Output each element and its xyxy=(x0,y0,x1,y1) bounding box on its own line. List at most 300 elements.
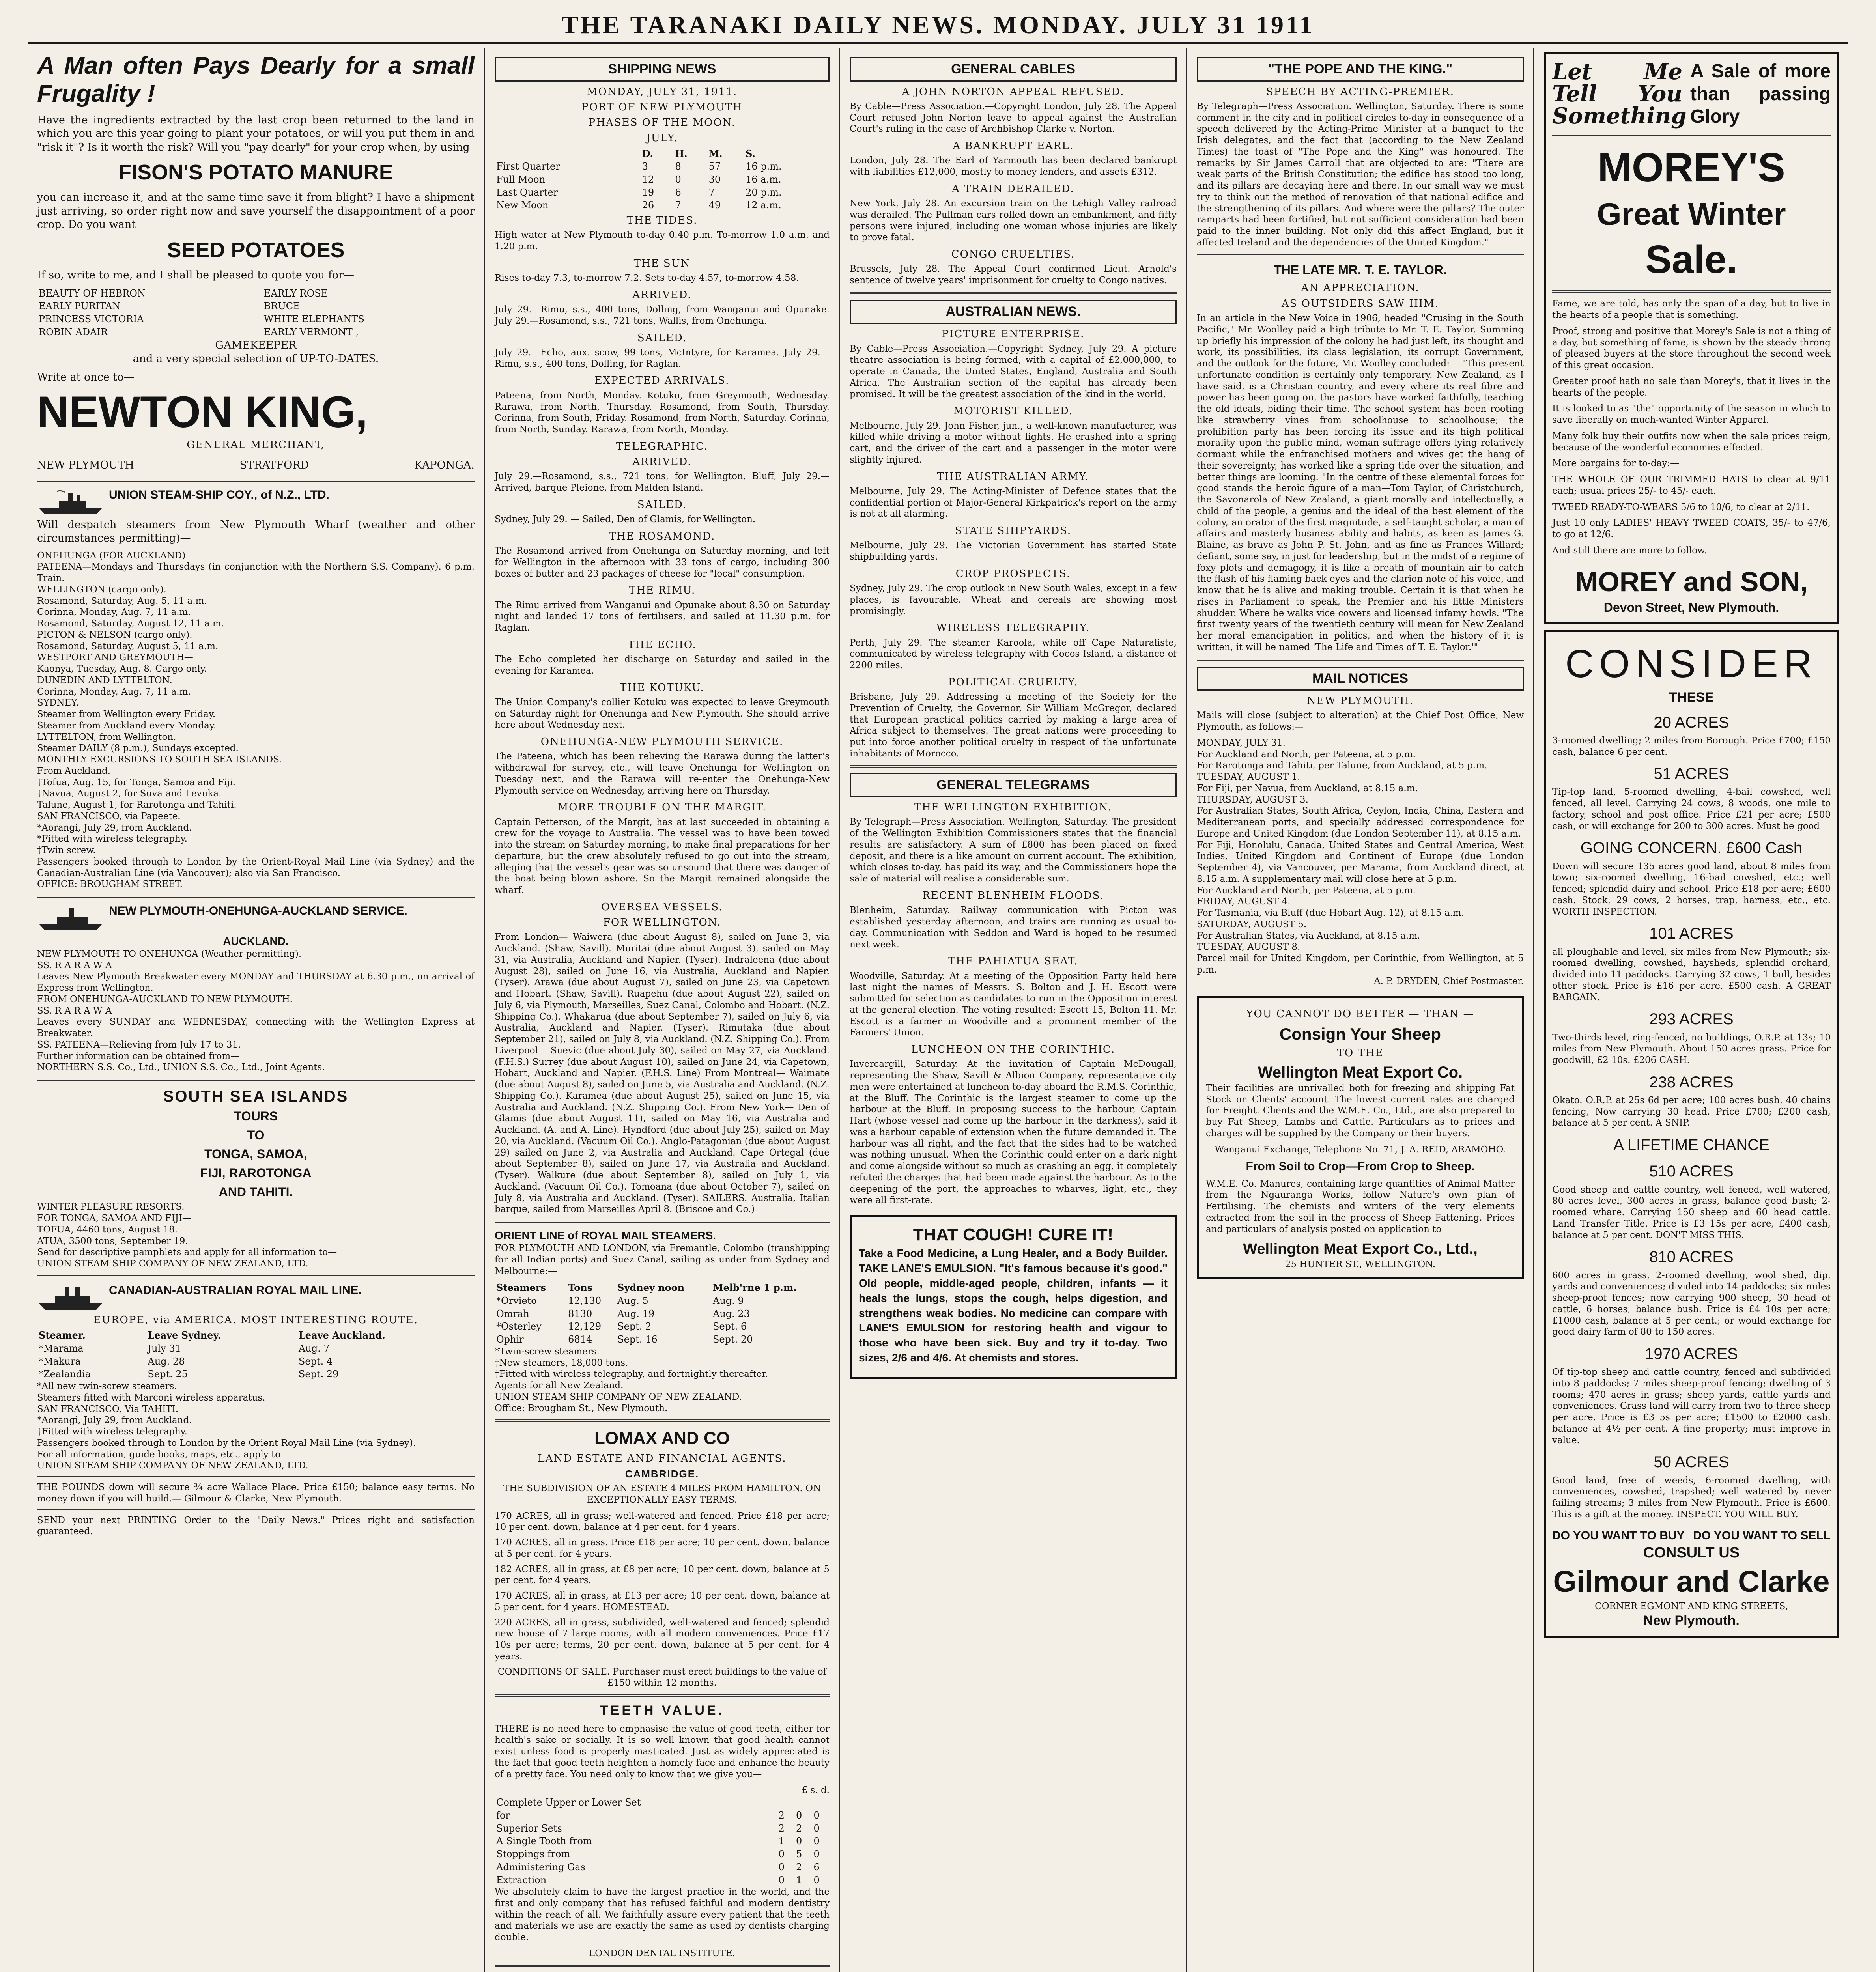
table-cell: 0 xyxy=(813,1849,820,1860)
expected-title: EXPECTED ARRIVALS. xyxy=(594,375,730,387)
property-heading: A LIFETIME CHANCE xyxy=(1613,1136,1769,1154)
usc-schedule-line: Corinna, Monday, Aug. 7, 11 a.m. xyxy=(37,607,191,618)
morey-paragraph: Just 10 only LADIES' HEAVY TWEED COATS, 35/- to 47/6, to go at 12/6. xyxy=(1552,518,1831,540)
usc-schedule-line: SYDNEY. xyxy=(37,698,79,708)
mail-line: For Australian States, South Africa, Ceylon, India, China, Eastern and Mediterranean ports, and specially addressed correspondence for Europe and United Kingdom (due London September 11), at 8.15 a.m. xyxy=(1197,806,1524,839)
teeth-list-head: £ s. d. xyxy=(802,1785,830,1796)
usc-schedule-line: Steamer from Wellington every Friday. xyxy=(37,709,216,720)
teeth-body-2: We absolutely claim to have the largest practice in the world, and the first and only company that has refused faithful and modern dentistry within the reach of all. We faithfully assure every patient that the teeth and materials we use are exactly the same as used by dentists charging double. xyxy=(495,1887,830,1943)
printing-ad: SEND your next PRINTING Order to the "Daily News." Prices right and satisfaction guaranteed. xyxy=(37,1515,475,1537)
lanes-emulsion-ad xyxy=(850,1215,1177,1379)
table-cell: 1 xyxy=(796,1874,802,1886)
mail-town: NEW PLYMOUTH. xyxy=(1306,695,1414,707)
exhibition-title: THE WELLINGTON EXHIBITION. xyxy=(914,801,1112,814)
table-header-cell: Leave Auckland. xyxy=(298,1330,385,1341)
property-heading: 238 ACRES xyxy=(1649,1073,1734,1091)
sun-title: THE SUN xyxy=(633,257,691,269)
kotuku-text: The Union Company's collier Kotuku was expected to leave Greymouth on Saturday night for Onehunga and New Plymouth. She should arrive here about Wednesday next. xyxy=(495,697,830,730)
steamship-icon xyxy=(37,905,104,933)
flood-title: RECENT BLENHEIM FLOODS. xyxy=(922,889,1104,902)
orient-body: FOR PLYMOUTH AND LONDON, via Fremantle, Colombo (transhipping for all Indian ports) and Suez Canal, sailing as under from Sydney and Melbourne:— xyxy=(495,1243,830,1276)
usc-schedule-line: PICTON & NELSON (cargo only). xyxy=(37,629,192,640)
table-cell: 2 xyxy=(778,1823,785,1834)
train-text: New York, July 28. An excursion train on the Lehigh Valley railroad was derailed. The Pullman cars rolled down an embankment, and fifty persons were injured, including one woman whose injuries are likely to prove fatal. xyxy=(850,198,1177,243)
can-line: Passengers booked through to London by the Orient Royal Mail Line (via Sydney). xyxy=(37,1438,416,1448)
usc-schedule-line: *Aorangi, July 29, from Auckland. xyxy=(37,822,192,833)
table-cell: 12,130 xyxy=(568,1295,602,1306)
table-cell: First Quarter xyxy=(496,161,560,172)
table-header-cell xyxy=(495,148,641,161)
mail-line: TUESDAY, AUGUST 8. xyxy=(1197,942,1300,952)
tele-sailed-title: SAILED. xyxy=(637,499,687,511)
wme-to: TO THE xyxy=(1337,1047,1384,1059)
table-cell: Aug. 7 xyxy=(298,1343,330,1354)
npo-sub: AUCKLAND. xyxy=(223,935,289,948)
table-cell: 6 xyxy=(813,1861,820,1873)
morey-paragraph: TWEED READY-TO-WEARS 5/6 to 10/6, to clear at 2/11. xyxy=(1552,502,1810,512)
usc-schedule-line: MONTHLY EXCURSIONS TO SOUTH SEA ISLANDS. xyxy=(37,754,282,765)
table-cell: Ophir xyxy=(496,1334,524,1345)
usc-schedule-line: DUNEDIN AND LYTTELTON. xyxy=(37,675,172,685)
general-telegrams-title: GENERAL TELEGRAMS xyxy=(850,773,1177,797)
masthead-rule xyxy=(28,42,1848,44)
lomax-lot: 170 ACRES, all in grass, at £13 per acre; 10 per cent. down, balance at 5 per cent. for 4 years. HOMESTEAD. xyxy=(495,1591,830,1612)
town-kaponga: KAPONGA. xyxy=(414,459,475,472)
orient-note: Office: Brougham St., New Plymouth. xyxy=(495,1403,668,1414)
can-sailing-row xyxy=(37,1368,475,1381)
morey-address: Devon Street, New Plymouth. xyxy=(1603,600,1779,615)
kotuku-title: THE KOTUKU. xyxy=(620,682,704,694)
table-cell: Sept. 20 xyxy=(713,1334,753,1345)
usc-schedule-line: From Auckland. xyxy=(37,766,111,776)
sailed-text: July 29.—Echo, aux. scow, 99 tons, McIntyre, for Karamea. July 29.—Rimu, s.s., 400 tons, Dolling, for Raglan. xyxy=(495,347,830,369)
table-header-cell: Steamers xyxy=(496,1282,546,1294)
can-sailing-row xyxy=(37,1355,475,1368)
table-cell: 0 xyxy=(813,1823,820,1834)
orient-note: Agents for all New Zealand. xyxy=(495,1380,624,1391)
table-cell: 0 xyxy=(675,174,681,185)
ssi-tour-line: AND TAHITI. xyxy=(219,1185,293,1199)
divider xyxy=(495,1221,830,1223)
property-heading: 101 ACRES xyxy=(1649,925,1734,943)
table-cell: Aug. 5 xyxy=(617,1295,648,1306)
newton-king-role: GENERAL MERCHANT, xyxy=(187,439,325,451)
morey-paragraph: Proof, strong and positive that Morey's Sale is not a thing of a day, but something of fame, is shown by the steady throng of pleased buyers at the store throughout the second week of this great occasion. xyxy=(1552,326,1831,371)
shipping-port: PORT OF NEW PLYMOUTH xyxy=(581,101,743,113)
usc-schedule-line: †Twin screw. xyxy=(37,845,96,856)
column-2 xyxy=(485,48,840,1972)
usc-schedule-line: Steamer DAILY (8 p.m.), Sundays excepted. xyxy=(37,743,239,754)
morey-script-lettering: Let Me Tell You Something xyxy=(1552,59,1687,129)
ssi-tour-line: FIJI, RAROTONGA xyxy=(200,1166,312,1180)
orient-sailing-row xyxy=(495,1333,830,1346)
ssi-tour-line: TO xyxy=(247,1128,265,1143)
table-cell: Last Quarter xyxy=(496,187,558,198)
teeth-price-row xyxy=(495,1822,830,1835)
mail-sign: A. P. DRYDEN, Chief Postmaster. xyxy=(1373,976,1524,986)
usc-schedule-line: Talune, August 1, for Rarotonga and Tahiti. xyxy=(37,800,237,810)
morey-paragraph: Greater proof hath no sale than Morey's, that it lives in the hearts of the people. xyxy=(1552,376,1831,398)
overseas-text: From London— Waiwera (due about August 8), sailed on June 3, via Auckland. (Shaw, Savill). Muritai (due about August 3), sailed on May 31, via Australia, Auckland and Napier. (Tyser). Indraleena (due about August 28), sailed on June 16, via Australia, Auckland and Napier. (Tyser). Arawa (due about August 7), sailed on June 23, via Capetown and Hobart. (Shaw, Savill). Ruapehu (due about August 22), sailed on July 6, via Plymouth, Marseilles, Suez Canal, Colombo and Hobart. (N.Z. Shipping Co.). Whakarua (due about September 7), sailed on July 6, via Australia, Auckland and Napier. (Tyser). Rimutaka (due about September 21), sailed on July 8, via Auckland. (N.Z. Shipping Co.). From Liverpool— Suevic (due about July 30), sailed on May 27, via Auckland. (F.H.S.) Surrey (due about August 10), sailed on June 24, via Capetown, Hobart, Auckland and Napier. (F.H.S. Line) From Montreal— Waimate (due about August 8), sailed on June 5, via Australia and Auckland. (N.Z. Shipping Co.). Karamea (due about August 25), sailed on June 15, via Australia and Auckland. (N.Z. Shipping Co.). From New York— Den of Glamis (due about August 11), sailed on May 16, via Australia and Auckland. (A. and A. Line). Hyndford (due about July 25), sailed on May 20, via Auckland. (Vacuum Oil Co.). Anglo-Patagonian (due about August 29) sailed on June 2, via Australia and Auckland. Cape Ortegal (due about September 8), sailed on June 17, via Australia and Auckland. (Tyser). Walkure (due about September 8), sailed on July 1, via Auckland. (Vacuum Oil Co.). Tomoana (due about October 7), sailed on July 8, via Australia and Auckland. (Tyser). SAILERS. Australia, Italian barque, sailed from Marseilles April 8. (Briscoe and Co.) xyxy=(495,932,830,1215)
morey-paragraph: More bargains for to-day:— xyxy=(1552,458,1680,469)
divider xyxy=(1197,659,1524,661)
political-title: POLITICAL CRUELTY. xyxy=(948,676,1078,688)
table-cell: Sept. 4 xyxy=(298,1356,333,1367)
teeth-price-row xyxy=(495,1809,830,1822)
mail-line: For Rarotonga and Tahiti, per Talune, from Auckland, at 5 p.m. xyxy=(1197,760,1487,771)
taylor-sub-1: AN APPRECIATION. xyxy=(1301,282,1420,294)
picture-title: PICTURE ENTERPRISE. xyxy=(942,328,1085,340)
property-description: all ploughable and level, six miles from New Plymouth; six-roomed dwelling, cowshed, haysheds, splendid orchard, divided into 11 paddocks. Carrying 32 cows, 1 bull, besides other stock. Price is £16 per acre. £500 cash. A GREAT BARGAIN. xyxy=(1552,947,1831,1003)
mail-line: For Australian States, via Auckland, at 8.15 a.m. xyxy=(1197,930,1420,941)
divider xyxy=(495,1694,830,1697)
seed-variety-row xyxy=(37,287,475,300)
table-cell: 16 a.m. xyxy=(746,174,781,185)
picture-text: By Cable—Press Association.—Copyright Sydney, July 29. A picture theatre association is being formed, with a capital of £2,000,000, to operate in Canada, the United States, England, Australia and South Africa. The Australian section of the capital has already been promised. It will be the greatest association of the kind in the world. xyxy=(850,344,1177,400)
margit-text: Captain Petterson, of the Margit, has at last succeeded in obtaining a crew for the voyage to Australia. The vessel was to have been towed into the stream on Saturday morning, to make final preparations for her departure, but the crew absolutely refused to go out into the stream, alleging that the vessel's gear was so unsound that there was danger of the boat being blown ashore. So the Margit remained alongside the wharf. xyxy=(495,817,830,896)
moon-phase-row xyxy=(495,173,830,186)
teeth-price-row xyxy=(495,1874,830,1887)
ssi-line: ATUA, 3500 tons, September 19. xyxy=(37,1236,188,1246)
can-line: UNION STEAM SHIP COMPANY OF NEW ZEALAND, LTD. xyxy=(37,1460,308,1471)
onehunga-service-title: ONEHUNGA-NEW PLYMOUTH SERVICE. xyxy=(540,736,784,748)
wme-top: YOU CANNOT DO BETTER — THAN — xyxy=(1246,1008,1474,1020)
npo-body xyxy=(37,949,475,1073)
property-description: 3-roomed dwelling; 2 miles from Borough. Price £700; £150 cash, balance 6 per cent. xyxy=(1552,735,1831,757)
can-line: For all information, guide books, maps, etc., apply to xyxy=(37,1449,281,1460)
table-header-cell: S. xyxy=(746,148,755,159)
army-title: THE AUSTRALIAN ARMY. xyxy=(937,471,1089,483)
rosamond-text: The Rosamond arrived from Onehunga on Saturday morning, and left for Wellington in the afternoon with 33 tons of cargo, including 300 boxes of butter and 23 packages of cheese for "local" consumption. xyxy=(495,546,830,579)
column-1 xyxy=(28,48,485,1972)
npo-line: Leaves New Plymouth Breakwater every MONDAY and THURSDAY at 6.30 p.m., on arrival of Express from Wellington. xyxy=(37,971,475,993)
lomax-sub: LAND ESTATE AND FINANCIAL AGENTS. xyxy=(538,1452,787,1464)
table-cell: 0 xyxy=(796,1810,802,1821)
npo-line: SS. PATEENA—Relieving from July 17 to 31. xyxy=(37,1039,241,1050)
sun-text: Rises to-day 7.3, to-morrow 7.2. Sets to-day 4.57, to-morrow 4.58. xyxy=(495,273,799,284)
column-4 xyxy=(1187,48,1534,1972)
lomax-lot: 220 ACRES, all in grass, subdivided, well-watered and fenced; splendid new house of 7 large rooms, with all modern conveniences. Price £17 10s per acre; terms, 20 per cent. down, balance at 5 per cent. for 4 years. xyxy=(495,1617,830,1662)
morey-paragraph: Many folk buy their outfits now when the sale prices reign, because of the wonderful economies effected. xyxy=(1552,431,1831,453)
npo-line: Leaves every SUNDAY and WEDNESDAY, connecting with the Wellington Express at Breakwater. xyxy=(37,1017,475,1039)
onehunga-service-text: The Pateena, which has been relieving the Rarawa during the latter's withdrawal for survey, etc., will leave Onehunga for Wellington on Tuesday next, and the Rarawa will re-enter the Onehunga-New Plymouth service on Wednesday, arriving here on Thursday. xyxy=(495,751,830,796)
teeth-body: THERE is no need here to emphasise the value of good teeth, either for health's sake or socially. It is so well known that good health cannot exist unless food is properly masticated. Just as widely appreciated is the fact that good teeth heighten a homely face and enhance the beauty of a pretty face. You need only to know that we give you— xyxy=(495,1724,830,1780)
usc-body: Will despatch steamers from New Plymouth Wharf (weather and other circumstances permitting)— xyxy=(37,518,475,545)
motor-title: MOTORIST KILLED. xyxy=(953,405,1073,417)
morey-body xyxy=(1552,298,1831,556)
usc-schedule-line: LYTTELTON, from Wellington. xyxy=(37,732,176,742)
npo-line: FROM ONEHUNGA-AUCKLAND TO NEW PLYMOUTH. xyxy=(37,994,293,1005)
property-heading: 510 ACRES xyxy=(1649,1163,1734,1180)
pahiatua-text: Woodville, Saturday. At a meeting of the Opposition Party held here last night the names of Messrs. S. Bolton and J. H. Escott were submitted for selection as candidates to run in the Opposition interest at the general election. The voting resulted: Escott 15, Bolton 11. Mr. Escott is a farmer in Woodville and a prominent member of the Farmers' Union. xyxy=(850,971,1177,1038)
table-cell: Sept. 29 xyxy=(298,1369,339,1380)
ssi-tours xyxy=(37,1107,475,1201)
pahiatua-title: THE PAHIATUA SEAT. xyxy=(948,955,1078,967)
fison-body-2: you can increase it, and at the same time save it from blight? I have a shipment just arriving, so order right now and save yourself the disappointment of a poor crop. Do you want xyxy=(37,191,475,231)
teeth-price-row xyxy=(495,1835,830,1848)
can-title: CANADIAN-AUSTRALIAN ROYAL MAIL LINE. xyxy=(109,1283,362,1297)
table-header-cell: Melb'rne 1 p.m. xyxy=(713,1282,797,1294)
orient-sailing-row xyxy=(495,1294,830,1307)
table-cell: EARLY ROSE xyxy=(263,288,328,299)
taylor-title: THE LATE MR. T. E. TAYLOR. xyxy=(1274,262,1447,277)
table-cell: Omrah xyxy=(496,1308,529,1319)
lomax-lots xyxy=(495,1511,830,1662)
table-cell: 0 xyxy=(778,1874,785,1886)
mail-line: For Fiji, Honolulu, Canada, United States and Central America, West Indies, United Kingdom and Continent of Europe (due London September 4), via Vancouver, per Marama, from Auckland direct, at 8.15 a.m. A supplementary mail will close here at 5 p.m. xyxy=(1197,840,1524,884)
tele-arrived-text: July 29.—Rosamond, s.s., 721 tons, for Wellington. Bluff, July 29.—Arrived, barque Pleione, from Malden Island. xyxy=(495,471,830,493)
npo-line: SS. R A R A W A xyxy=(37,1005,112,1016)
property-heading: 810 ACRES xyxy=(1649,1248,1734,1266)
usc-schedule-line: OFFICE: BROUGHAM STREET. xyxy=(37,879,183,890)
seed-title: SEED POTATOES xyxy=(167,238,345,262)
table-cell: *Marama xyxy=(39,1343,84,1354)
usc-schedule-line: WELLINGTON (cargo only). xyxy=(37,584,166,595)
column-5 xyxy=(1534,48,1848,1972)
wme-body: Their facilities are unrivalled both for freezing and shipping Fat Stock on Clients' account. The lowest current rates are charged for Freight. Clients and the W.M.E. Co., Ltd., are also prepared to buy Fat Sheep, Lambs and Cattle. Particulars as to prices and charges will be supplied by the Company or their buyers. xyxy=(1206,1083,1515,1139)
teeth-title: TEETH VALUE. xyxy=(600,1703,725,1718)
mail-line: For Auckland and North, per Pateena, at 5 p.m. xyxy=(1197,749,1416,760)
property-description: Good sheep and cattle country, well fenced, well watered, 80 acres level, 300 acres in grass, balance good bush; 2-roomed whare. Carrying 150 sheep and 60 head cattle. Land Transfer Title. Price is £3 15s per acre, £400 cash, balance at 5 per cent. DON'T MISS THIS. xyxy=(1552,1184,1831,1240)
table-cell: Aug. 9 xyxy=(713,1295,744,1306)
table-cell: Aug. 28 xyxy=(148,1356,185,1367)
yards-title: STATE SHIPYARDS. xyxy=(955,525,1072,537)
seed-variety-row xyxy=(37,313,475,326)
table-cell: WHITE ELEPHANTS xyxy=(263,314,364,325)
australian-news-title: AUSTRALIAN NEWS. xyxy=(850,300,1177,324)
general-cables-title: GENERAL CABLES xyxy=(850,57,1177,82)
table-cell: Aug. 19 xyxy=(617,1308,655,1319)
mail-line: Parcel mail for United Kingdom, per Corinthic, from Wellington, at 5 p.m. xyxy=(1197,953,1524,975)
table-cell: 2 xyxy=(796,1861,802,1873)
divider xyxy=(37,896,475,898)
fison-headline: A Man often Pays Dearly for a small Frugality ! xyxy=(37,52,475,108)
lomax-intro: THE SUBDIVISION OF AN ESTATE 4 MILES FROM HAMILTON. ON EXCEPTIONALLY EASY TERMS. xyxy=(503,1483,821,1505)
teeth-price-row xyxy=(495,1796,830,1809)
table-cell: A Single Tooth from xyxy=(496,1836,592,1847)
usc-schedule-line: Rosamond, Saturday, Aug. 5, 11 a.m. xyxy=(37,596,207,606)
table-cell xyxy=(777,1796,794,1809)
can-sailing-row xyxy=(37,1342,475,1355)
wme-soil: From Soil to Crop—From Crop to Sheep. xyxy=(1246,1160,1475,1173)
ssi-tour-line: TONGA, SAMOA, xyxy=(204,1147,307,1162)
fison-body: Have the ingredients extracted by the last crop been returned to the land in which you are this year going to plant your potatoes, or will you put them in and "risk it"? Is it worth the risk? Will you "pay dearly" for your crop when, by using xyxy=(37,114,475,153)
table-cell: 0 xyxy=(778,1861,785,1873)
orient-title: ORIENT LINE of ROYAL MAIL STEAMERS. xyxy=(495,1229,716,1242)
orient-sailing-header xyxy=(495,1281,830,1294)
morey-paragraph: THE WHOLE OF OUR TRIMMED HATS to clear at 9/11 each; usual prices 25/- to 45/- each. xyxy=(1552,474,1831,496)
wireless-title: WIRELESS TELEGRAPHY. xyxy=(936,622,1090,634)
divider xyxy=(1197,254,1524,256)
newton-king-towns xyxy=(37,459,475,472)
usc-schedule-line: Passengers booked through to London by the Orient-Royal Mail Line (via Sydney) and the Canadian-Australian Line (via Vancouver); also via San Francisco. xyxy=(37,856,475,878)
wme-consign: Consign Your Sheep xyxy=(1279,1024,1441,1043)
divider xyxy=(495,1965,830,1967)
rimu-text: The Rimu arrived from Wanganui and Opunake about 8.30 on Saturday night and landed 17 tons of fertilisers, and sailed at 11.30 p.m. for Raglan. xyxy=(495,600,830,633)
usc-schedule-line: Steamer from Auckland every Monday. xyxy=(37,720,217,731)
table-header-cell: Leave Sydney. xyxy=(148,1330,221,1341)
divider xyxy=(37,1509,475,1510)
table-cell: 6 xyxy=(675,187,681,198)
table-cell: *Osterley xyxy=(496,1321,542,1332)
table-cell: 12,129 xyxy=(568,1321,602,1332)
divider xyxy=(1552,290,1831,293)
ssi-line: FOR TONGA, SAMOA AND FIJI— xyxy=(37,1213,191,1224)
table-header-cell: Tons xyxy=(568,1282,593,1294)
usc-schedule-line: †Navua, August 2, for Suva and Levuka. xyxy=(37,788,222,799)
table-cell: for xyxy=(496,1810,510,1821)
exhibition-text: By Telegraph—Press Association. Wellington, Saturday. The president of the Wellington Exhibition Commissioners states that the financial results are satisfactory. A sum of £800 has been placed on fixed deposit, and there is a like amount on current account. The exhibition, which closes to-day, has paid its way, and the Commissioners hope the sale of material will realise a considerable sum. xyxy=(850,817,1177,884)
table-cell: 12 a.m. xyxy=(746,200,781,211)
yards-text: Melbourne, July 29. The Victorian Government has started State shipbuilding yards. xyxy=(850,540,1177,562)
lomax-title: LOMAX AND CO xyxy=(594,1429,730,1448)
usc-schedule-line: Rosamond, Saturday, August 12, 11 a.m. xyxy=(37,618,224,629)
flood-text: Blenheim, Saturday. Railway communication with Picton was established yesterday afternoon, and trains are running as usual to-day. Communication with Seddon and Ward is hoped to be resumed next week. xyxy=(850,905,1177,950)
consider-heading: CONSIDER xyxy=(1565,642,1818,686)
crop-title: CROP PROSPECTS. xyxy=(955,568,1071,580)
morey-paragraph: It is looked to as "the" opportunity of the season in which to save liberally on much-wanted Winter Apparel. xyxy=(1552,403,1831,426)
table-cell: 8130 xyxy=(568,1308,592,1319)
usc-schedule-line: SAN FRANCISCO, via Papeete. xyxy=(37,811,181,822)
shipping-date: MONDAY, JULY 31, 1911. xyxy=(587,86,737,98)
gilmour-clarke-ad xyxy=(1544,630,1839,1638)
can-line: Steamers fitted with Marconi wireless apparatus. xyxy=(37,1392,265,1403)
moon-phase-row xyxy=(495,160,830,173)
ssi-title: SOUTH SEA ISLANDS xyxy=(163,1088,349,1106)
seed-write: Write at once to— xyxy=(37,371,135,383)
luncheon-text: Invercargill, Saturday. At the invitation of Captain McDougall, representing the Shaw, Savill & Albion Company, representative city men were entertained at luncheon to-day aboard the R.M.S. Corinthic, at the Bluff. The Corinthic is the largest steamer to come up the harbour at the Bluff. In proposing success to the harbour, Captain Hart (whose vessel had come up the harbour in the darkness), said it was a harbour capable of extension when the future demanded it. The harbour was all right, and the fact that the sides had to be watched was nothing unusual. When the Corinthic could enter on a dark night and come alongside without so much as crashing an egg, it completely refuted the charges that had been made against the harbour. As to the deepening of the port, the approaches to wharves, light, etc., they were all first-rate. xyxy=(850,1059,1177,1206)
seed-gamekeeper: GAMEKEEPER xyxy=(215,339,297,351)
usc-schedule-line: ONEHUNGA (FOR AUCKLAND)— xyxy=(37,550,195,561)
moon-phase-row xyxy=(495,186,830,199)
morey-tagline: A Sale of more than passing Glory xyxy=(1690,61,1831,127)
taylor-text: In an article in the New Voice in 1906, headed "Crusing in the South Pacific," Mr. Woolley paid a high tribute to Mr. T. E. Taylor. Summing up briefly his impression of the colony he had just left, its thought and work, its possibilities, its class legislation, its corrupt Government, and the outlook for the future, Mr. Woolley concluded:— "This present unfortunate condition is certainly only temporary. New Zealand, as I have said, is a Christian country, and every where its real fibre and power has been going on, the pastors have worked faithfully, teaching the old ideals, biding their time. The school system has been rooting like strawberry vines from schoolhouse to schoolhouse; the prohibition party has been forcing its issue and its high political morality upon the public mind, woman suffrage offers lying relatively dormant while the enfranchised mothers and wives get the hang of their sovereignty, has worked like a spring tide over the situation, and better things are looming. "In the centre of these elemental forces for good stands the heroic figure of a man—Tom Taylor, of Christchurch, the Savonarola of New Zealand, a giant morally and intellectually, a child of the people, a genius and the ideal of the best element of the colony, an orator of the first magnitude, a self-taught scholar, a man of affairs and masterly business ability and habits, as keen as James G. Blaine, as brave as John P. St. John, and as fine as Frances Willard; defiant, some say, in just for leadership, but in the midst of a regime of foxy plots and demagogy, it is like a breath of mountain air to catch the flash of his flaming back eyes and the clarion note of his voice, and know that he is alive and making trouble. Certain it is that when he rises in Parliament to speak, the Premier and his little Ministers shudder. Where he walks vice cowers and licensed infamy howls. "The first twenty years of the twentieth century will mean for New Zealand her moral emancipation in politics, and when the history of it is written, it will be named 'The Life and Times of T. E. Taylor.'" xyxy=(1197,313,1524,652)
table-cell: Administering Gas xyxy=(496,1861,585,1873)
divider xyxy=(37,1476,475,1477)
table-cell: 7 xyxy=(675,200,681,211)
divider xyxy=(37,1079,475,1081)
table-cell: EARLY VERMONT , xyxy=(263,326,359,338)
rosamond-title: THE ROSAMOND. xyxy=(609,530,716,542)
wme-name-2: Wellington Meat Export Co., Ltd., xyxy=(1243,1241,1478,1258)
orient-note: *Twin-screw steamers. xyxy=(495,1346,600,1357)
table-cell: BEAUTY OF HEBRON xyxy=(39,288,146,299)
usc-schedule-line: WESTPORT AND GREYMOUTH— xyxy=(37,652,193,663)
property-description: Tip-top land, 5-roomed dwelling, 4-bail cowshed, well fenced, all level. Carrying 24 cows, 8 woods, one mile to factory, school and post office. Price £21 per acre; £500 cash, or will exchange for 200 to 300 acres. Must be good xyxy=(1552,787,1831,831)
morey-paragraph: And still there are more to follow. xyxy=(1552,545,1707,556)
table-cell: 6814 xyxy=(568,1334,592,1345)
overseas-title: OVERSEA VESSELS. xyxy=(601,901,723,913)
table-cell: 20 p.m. xyxy=(746,187,782,198)
pope-text: By Telegraph—Press Association. Wellington, Saturday. There is some comment in the city and in political circles to-day in consequence of a speech delivered by the Acting-Prime Minister at a banquet to the Irish delegates, and the fact that (according to the New Zealand Times) the toast of "The Pope and the King" was honoured. The remarks by Sir James Carroll that are objected to are: "There are weak parts of the British Constitution; the edifice has stood too long, and its pillars are decaying here and there. In our small way we must try to think out the method of renovation of that national edifice and the strengthening of its pillars. And where were the pillars? The outer ramparts had been fortified, but not sufficient consideration had been paid to the inner building. Not only did this affect England, but it affected Ireland and the dependencies of the United Kingdom." xyxy=(1197,101,1524,248)
congo-title: CONGO CRUELTIES. xyxy=(951,248,1075,261)
table-cell xyxy=(812,1796,830,1809)
ssi-line: UNION STEAM SHIP COMPANY OF NEW ZEALAND, LTD. xyxy=(37,1259,308,1269)
columns xyxy=(28,48,1848,1972)
table-cell: 26 xyxy=(642,200,654,211)
orient-sailing-row xyxy=(495,1320,830,1333)
wme-body-2: W.M.E. Co. Manures, containing large quantities of Animal Matter from the Ngauranga Works, follow Nature's own plan of Fertilising. The chemists and writers of the very elements extracted from the soil in the process of Sheep Fattening. Prices and particulars of analysis posted on application to xyxy=(1206,1178,1515,1234)
table-cell: 16 p.m. xyxy=(746,161,782,172)
table-cell: 0 xyxy=(778,1849,785,1860)
wme-exchange: Wanganui Exchange, Telephone No. 71, J. A. REID, ARAMOHO. xyxy=(1215,1144,1506,1155)
table-cell: Superior Sets xyxy=(496,1823,562,1834)
tides-title: THE TIDES. xyxy=(626,215,698,227)
mail-line: THURSDAY, AUGUST 3. xyxy=(1197,794,1308,805)
table-cell: 5 xyxy=(796,1849,802,1860)
teeth-price-row xyxy=(495,1861,830,1874)
mail-line: TUESDAY, AUGUST 1. xyxy=(1197,772,1300,782)
morey-great-winter: Great Winter xyxy=(1597,196,1786,232)
table-cell: 0 xyxy=(796,1836,802,1847)
earl-text: London, July 28. The Earl of Yarmouth has been declared bankrupt with liabilities £12,000, mostly to money lenders, and assets £312. xyxy=(850,155,1177,177)
table-cell: Sept. 2 xyxy=(617,1321,652,1332)
table-cell: 7 xyxy=(708,187,715,198)
usc-schedule-line: *Fitted with wireless telegraphy. xyxy=(37,834,187,844)
arrived-text: July 29.—Rimu, s.s., 400 tons, Dolling, from Wanganui and Opunake. July 29.—Rosamond, s.s., 721 tons, Wallis, from Onehunga. xyxy=(495,304,830,326)
steamship-icon xyxy=(37,489,104,517)
gilmour-clarke-address: CORNER EGMONT AND KING STREETS, xyxy=(1595,1601,1788,1612)
mail-line: For Tasmania, via Bluff (due Hobart Aug. 12), at 8.15 a.m. xyxy=(1197,908,1464,919)
table-cell: New Moon xyxy=(496,200,549,211)
table-header-cell: Sydney noon xyxy=(617,1282,685,1294)
seed-intro: If so, write to me, and I shall be pleased to quote you for— xyxy=(37,269,355,282)
overseas-sub: FOR WELLINGTON. xyxy=(603,917,721,929)
orient-note: †Fitted with wireless telegraphy, and fortnightly thereafter. xyxy=(495,1369,768,1380)
table-cell: ROBIN ADAIR xyxy=(39,326,108,338)
can-sailing-header xyxy=(37,1329,475,1342)
orient-sailing-row xyxy=(495,1307,830,1320)
gilmour-clarke-town: New Plymouth. xyxy=(1643,1613,1740,1628)
table-cell: *Orvieto xyxy=(496,1295,537,1306)
table-cell: 8 xyxy=(675,161,681,172)
can-line: SAN FRANCISCO, Via TAHITI. xyxy=(37,1404,179,1414)
morey-and-son: MOREY and SON, xyxy=(1575,566,1808,597)
ssi-line: TOFUA, 4460 tons, August 18. xyxy=(37,1224,178,1235)
property-description: Good land, free of weeds, 6-roomed dwelling, with conveniences, cowshed, trapshed; well watered by never failing streams; 3 miles from New Plymouth. Price is £600. This is a gift at the money. INSPECT. YOU WILL BUY. xyxy=(1552,1475,1831,1520)
moon-phase-header xyxy=(495,148,830,161)
can-line: †Fitted with wireless telegraphy. xyxy=(37,1427,187,1437)
table-header-cell: M. xyxy=(708,148,723,159)
rimu-title: THE RIMU. xyxy=(628,585,696,597)
wireless-text: Perth, July 29. The steamer Karoola, while off Cape Naturaliste, communicated by wireless telegraphy with Cocos Island, a distance of 2200 miles. xyxy=(850,637,1177,671)
teeth-price-row xyxy=(495,1848,830,1861)
tele-arrived-title: ARRIVED. xyxy=(632,456,692,468)
npo-line: Further information can be obtained from— xyxy=(37,1051,240,1061)
mail-intro: Mails will close (subject to alteration) at the Chief Post Office, New Plymouth, as follows:— xyxy=(1197,710,1524,732)
telegraphic-title: TELEGRAPHIC. xyxy=(616,440,708,452)
table-cell: Full Moon xyxy=(496,174,546,185)
lomax-lot: 170 ACRES, all in grass; well-watered and fenced. Price £18 per acre; 10 per cent. down, balance at 4 per cent. for 4 years. xyxy=(495,1511,830,1533)
mail-line: FRIDAY, AUGUST 4. xyxy=(1197,896,1291,907)
phases-title: PHASES OF THE MOON. xyxy=(588,117,736,129)
property-heading: 50 ACRES xyxy=(1654,1453,1729,1471)
lomax-lot: 170 ACRES, all in grass. Price £18 per acre; 10 per cent. down, balance at 5 per cent. for 4 years. xyxy=(495,1537,830,1559)
property-heading: 20 ACRES xyxy=(1654,713,1729,731)
column-3 xyxy=(840,48,1187,1972)
property-description: Two-thirds level, ring-fenced, no buildings, O.R.P. at 13s; 10 miles from New Plymouth. About 150 acres grass. Price for goodwill, £2 10s. £206 CASH. xyxy=(1552,1032,1831,1066)
taylor-sub-2: AS OUTSIDERS SAW HIM. xyxy=(1281,297,1439,310)
table-cell xyxy=(794,1796,812,1809)
mail-line: For Auckland and North, per Pateena, at 5 p.m. xyxy=(1197,885,1416,896)
expected-text: Pateena, from North, Monday. Kotuku, from Greymouth, Wednesday. Rarawa, from North, Thursday. Rosamond, from South, Thursday. Corinna, from South, Friday. Rosamond, from North, Saturday. Corinna, from North, Sunday. Rarawa, from North, Monday. xyxy=(495,390,830,435)
moon-phases-table xyxy=(495,148,830,212)
table-cell: 3 xyxy=(642,161,648,172)
divider xyxy=(850,765,1177,768)
property-listings xyxy=(1552,713,1831,1520)
usc-schedule-line: PATEENA—Mondays and Thursdays (in conjunction with the Northern S.S. Company). 6 p.m. Train. xyxy=(37,562,475,584)
table-header-cell: D. xyxy=(642,148,653,159)
